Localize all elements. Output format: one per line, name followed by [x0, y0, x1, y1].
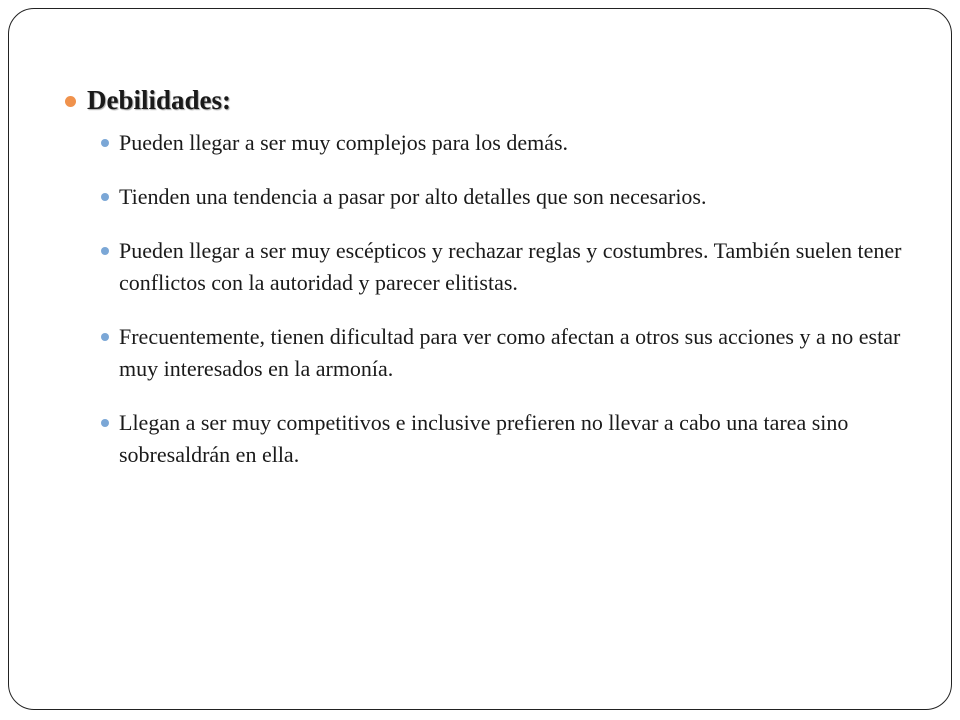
- list-item: [101, 127, 921, 159]
- blue-bullet-icon: [101, 419, 109, 427]
- orange-bullet-icon: [65, 96, 76, 107]
- heading-row: [65, 83, 231, 117]
- list-item-text: Tienden una tendencia a pasar por alto detalles que son necesarios.: [119, 184, 707, 209]
- list-item: [101, 181, 921, 213]
- blue-bullet-icon: [101, 139, 109, 147]
- blue-bullet-icon: [101, 333, 109, 341]
- list-item: [101, 321, 921, 385]
- list-item-text: Pueden llegar a ser muy escépticos y rechazar reglas y costumbres. También suelen tener conflictos con la autoridad y parecer elitistas.: [119, 238, 902, 295]
- slide: [8, 8, 952, 710]
- list-item: [101, 235, 921, 299]
- list-item-text: Pueden llegar a ser muy complejos para los demás.: [119, 130, 569, 155]
- list-item-text: Frecuentemente, tienen dificultad para ver como afectan a otros sus acciones y a no estar muy interesados en la armonía.: [119, 324, 901, 381]
- bullet-list: [101, 127, 921, 493]
- blue-bullet-icon: [101, 247, 109, 255]
- list-item-text: Llegan a ser muy competitivos e inclusive prefieren no llevar a cabo una tarea sino sobresaldrán en ella.: [119, 410, 849, 467]
- blue-bullet-icon: [101, 193, 109, 201]
- list-item: [101, 407, 921, 471]
- slide-heading: Debilidades:: [87, 85, 232, 115]
